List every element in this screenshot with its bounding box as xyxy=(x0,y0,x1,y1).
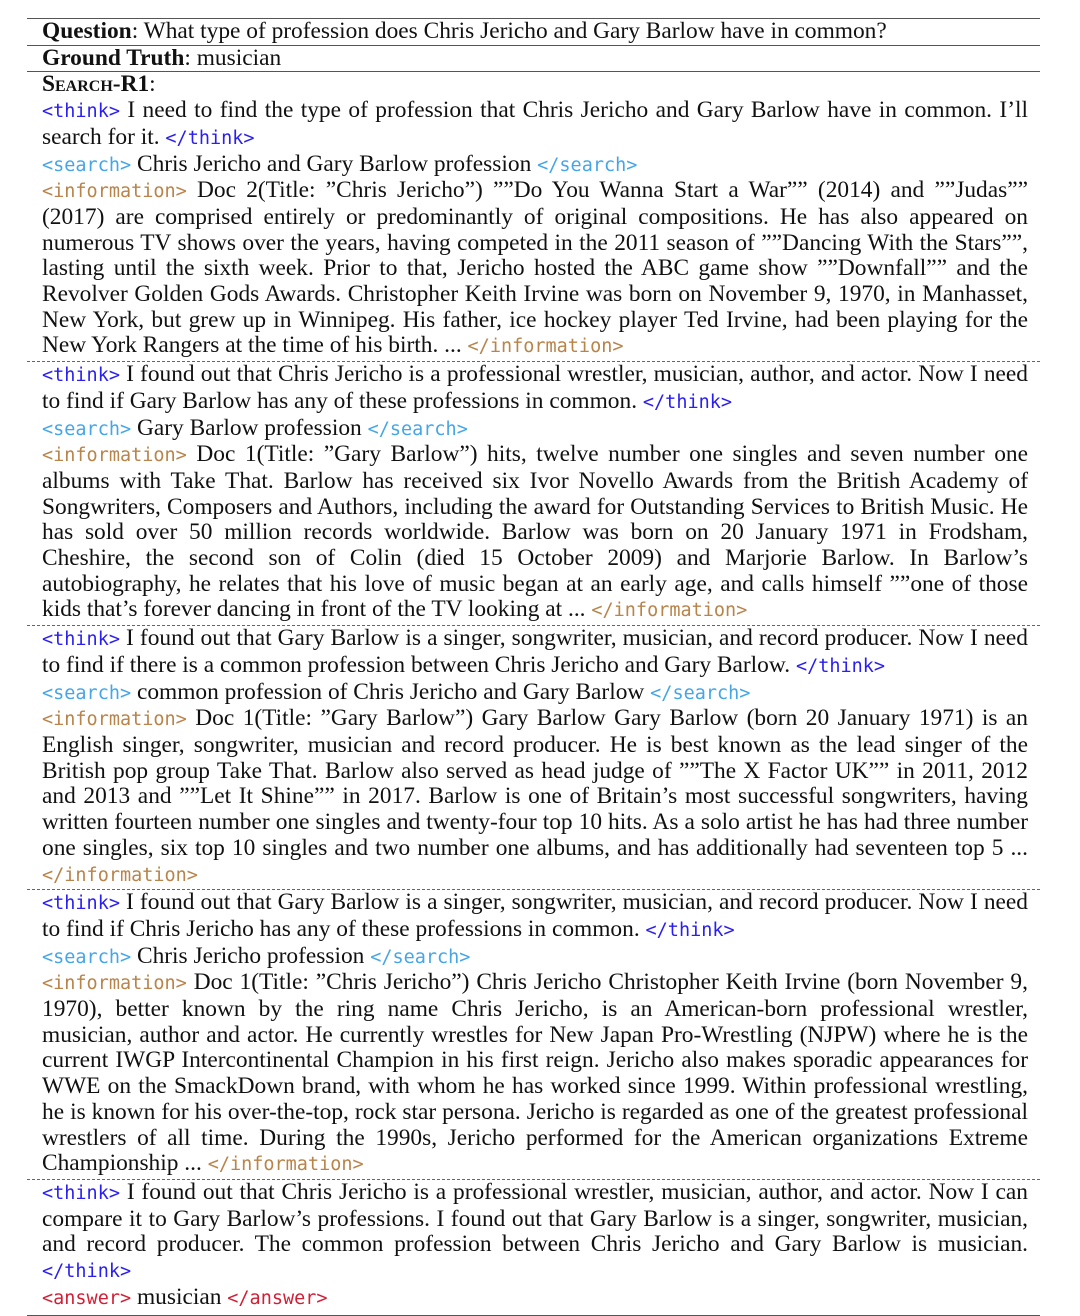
answer-close-tag: </answer> xyxy=(227,1287,328,1309)
think-text: I found out that Chris Jericho is a professional wrestler, musician, author, and actor. Now I can compare it to Gary Barlow’s professions. I found out that Gary Barlow is a singer, songwriter, musician, and record producer. The common profession between Chris Jericho and Gary Barlow is musician. xyxy=(42,1178,1028,1258)
think-text: I found out that Gary Barlow is a singer, songwriter, musician, and record producer. Now I need to find if there is a common profession between Chris Jericho and Gary Barlow. xyxy=(42,625,1028,678)
information-close-tag: </information> xyxy=(42,864,198,886)
case-study-table xyxy=(27,18,1040,1316)
search-open-tag: <search> xyxy=(42,946,132,968)
think-open-tag: <think> xyxy=(42,629,120,651)
information-text: Doc 1(Title: ”Gary Barlow”) Gary Barlow Gary Barlow (born 20 January 1971) is an English singer, songwriter, musician and record producer. He is best known as the lead singer of the British pop group Take That. Barlow also served as head judge of ””The X Factor UK”” in 2011, 2012 and 2013 and ””Let It Shine”” in 2017. Barlow is one of Britain’s most successful songwriters, having written fourteen number one singles and twenty-four top 10 hits. As a solo artist he has had three number one singles, six top 10 singles and two number one albums, and has additionally had seventeen top 5 ... xyxy=(42,705,1028,861)
think-open-tag: <think> xyxy=(42,365,120,387)
trace-step xyxy=(27,890,1040,1178)
search-text: common profession of Chris Jericho and Gary Barlow xyxy=(136,678,645,705)
model-label: Search-R1 xyxy=(42,71,150,98)
information-open-tag: <information> xyxy=(42,181,187,203)
search-segment xyxy=(42,680,1028,707)
think-text: I need to find the type of profession that Chris Jericho and Gary Barlow have in common. I’ll search for it. xyxy=(42,97,1028,150)
search-text: Chris Jericho profession xyxy=(136,942,365,969)
information-close-tag: </information> xyxy=(207,1154,364,1176)
search-segment xyxy=(42,152,1028,179)
search-close-tag: </search> xyxy=(370,946,471,968)
think-close-tag: </think> xyxy=(165,127,255,149)
question-label: Question xyxy=(42,18,132,44)
model-row: Search-R1: xyxy=(42,71,156,98)
ground-truth-label: Ground Truth xyxy=(42,44,185,71)
search-close-tag: </search> xyxy=(537,154,638,176)
answer-open-tag: <answer> xyxy=(42,1287,132,1309)
search-close-tag: </search> xyxy=(650,682,751,704)
information-segment xyxy=(42,970,1028,1178)
think-segment xyxy=(42,626,1028,679)
information-text: Doc 1(Title: ”Chris Jericho”) Chris Jericho Christopher Keith Irvine (born November 9, 1970), better known by the ring name Chris Jericho, is an American-born professional wrestler, musician, author and actor. He currently wrestles for New Japan Pro-Wrestling (NJPW) where he is the current IWGP Intercontinental Champion in his first reign. Jericho also makes sporadic appearances for WWE on the SmackDown brand, with whom he has worked since 1999. Within professional wrestling, he is known for his over-the-top, rock star persona. Jericho is regarded as one of the greatest professional wrestlers of all time. During the 1990s, Jericho performed for the American organizations Extreme Championship ... xyxy=(42,969,1028,1177)
information-segment xyxy=(42,706,1028,888)
think-close-tag: </think> xyxy=(795,655,886,677)
think-segment xyxy=(42,1180,1028,1285)
reasoning-trace xyxy=(27,98,1040,1311)
search-segment xyxy=(42,416,1028,443)
think-close-tag: </think> xyxy=(642,391,733,413)
information-open-tag: <information> xyxy=(42,709,187,731)
information-open-tag: <information> xyxy=(42,445,187,467)
think-close-tag: </think> xyxy=(42,1261,132,1283)
trace-step xyxy=(27,98,1040,360)
think-close-tag: </think> xyxy=(645,919,735,941)
think-segment xyxy=(42,98,1028,151)
think-segment xyxy=(42,890,1028,943)
ground-truth-text: musician xyxy=(196,44,282,71)
think-open-tag: <think> xyxy=(42,1182,120,1204)
search-open-tag: <search> xyxy=(42,418,132,440)
information-segment xyxy=(42,442,1028,624)
think-text: I found out that Gary Barlow is a singer, songwriter, musician, and record producer. Now I need to find if Chris Jericho has any of these professions in common. xyxy=(42,889,1028,942)
search-text: Gary Barlow profession xyxy=(136,414,362,441)
question-row: Question: What type of profession does Chris Jericho and Gary Barlow have in common? xyxy=(42,18,887,44)
search-text: Chris Jericho and Gary Barlow profession xyxy=(136,150,532,177)
question-text: What type of profession does Chris Jericho and Gary Barlow have in common? xyxy=(143,18,887,44)
information-text: Doc 1(Title: ”Gary Barlow”) hits, twelve number one singles and seven number one albums with Take That. Barlow has received six Ivor Novello Awards from the British Academy of Songwriters, Composers and Authors, including the award for Outstanding Services to British Music. He has sold over 50 million records worldwide. Barlow was born on 20 January 1971 in Frodsham, Cheshire, the second son of Colin (died 15 October 2009) and Marjorie Barlow. In Barlow’s autobiography, he relates that his love of music began at an early age, and calls himself ””one of those kids that’s forever dancing in front of the TV looking at ... xyxy=(42,441,1028,623)
information-text: Doc 2(Title: ”Chris Jericho”) ””Do You Wanna Start a War”” (2014) and ””Judas”” (2017) are comprised entirely or predominantly of original compositions. He has also appeared on numerous TV shows over the years, having competed in the 2011 season of ””Dancing With the Stars””, lasting until the sixth week. Prior to that, Jericho hosted the ABC game show ””Downfall”” and the Revolver Golden Gods Awards. Christopher Keith Irvine was born on November 9, 1970, in Manhasset, New York, but grew up in Winnipeg. His father, ice hockey player Ted Irvine, had been playing for the New York Rangers at the time of his birth. ... xyxy=(42,177,1028,359)
information-close-tag: </information> xyxy=(467,336,624,358)
trace-step xyxy=(27,362,1040,624)
information-segment xyxy=(42,178,1028,360)
think-open-tag: <think> xyxy=(42,101,120,123)
search-open-tag: <search> xyxy=(42,154,132,176)
think-text: I found out that Chris Jericho is a professional wrestler, musician, author, and actor. Now I need to find if Gary Barlow has any of these professions in common. xyxy=(42,361,1028,414)
search-open-tag: <search> xyxy=(42,682,132,704)
information-close-tag: </information> xyxy=(591,600,748,622)
answer-segment xyxy=(42,1285,1028,1312)
think-segment xyxy=(42,362,1028,415)
information-open-tag: <information> xyxy=(42,973,187,995)
trace-step xyxy=(27,626,1040,888)
final-step xyxy=(27,1180,1040,1312)
search-segment xyxy=(42,944,1028,971)
ground-truth-row: Ground Truth: musician xyxy=(42,44,282,71)
search-close-tag: </search> xyxy=(367,418,468,440)
think-open-tag: <think> xyxy=(42,893,120,915)
answer-text: musician xyxy=(136,1283,222,1310)
